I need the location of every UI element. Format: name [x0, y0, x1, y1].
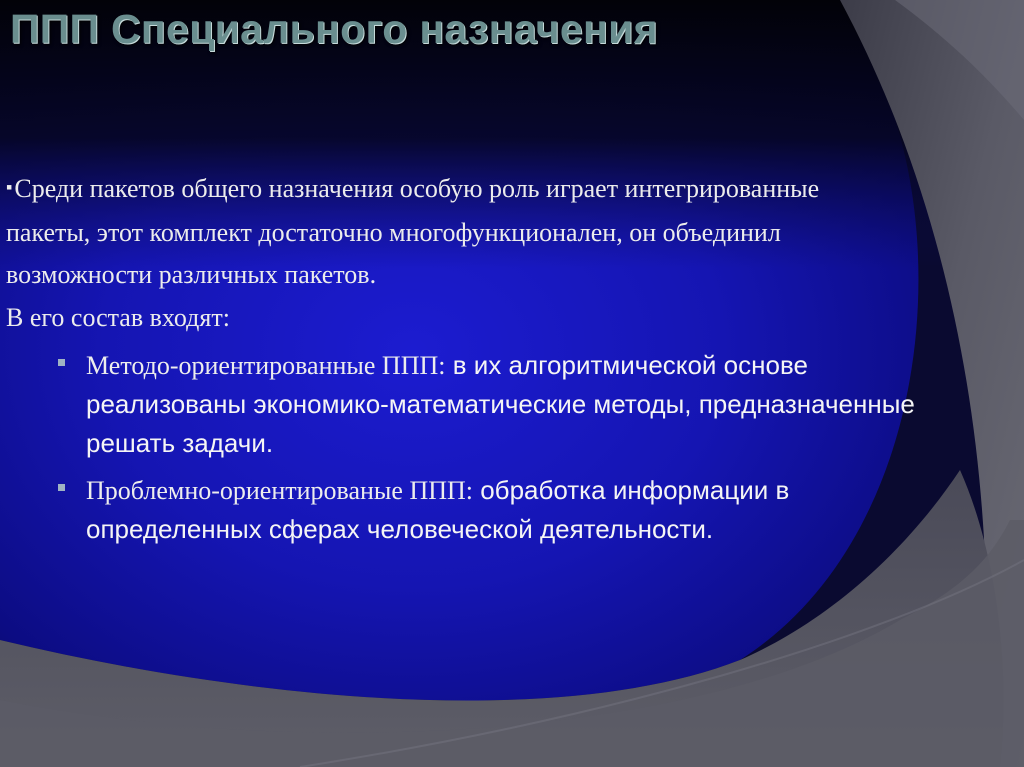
- intro-text: Среди пакетов общего назначения особую роль играет интегрированные пакеты, этот комплект достаточно многофункционален, он объединил возможности различных пакетов.: [6, 174, 820, 289]
- square-bullet-icon: [58, 484, 65, 491]
- square-bullet-icon: [58, 359, 65, 366]
- list-item: [86, 471, 916, 549]
- composition-heading: В его состав входят:: [6, 303, 230, 332]
- intro-paragraph: [6, 168, 906, 296]
- slide-content: [6, 168, 915, 549]
- item-description: в их алгоритмической основе реализованы экономико-математические методы, предназначенные решать задачи.: [86, 350, 915, 458]
- item-description: обработка информации в определенных сферах человеческой деятельности.: [86, 475, 790, 544]
- slide-title: ППП Специального назначения: [10, 6, 658, 52]
- item-term: Методо-ориентированные ППП:: [86, 351, 446, 380]
- list-item: [86, 346, 916, 463]
- item-term: Проблемно-ориентированые ППП:: [86, 476, 473, 505]
- intro-bullet-icon: ▪: [6, 177, 13, 197]
